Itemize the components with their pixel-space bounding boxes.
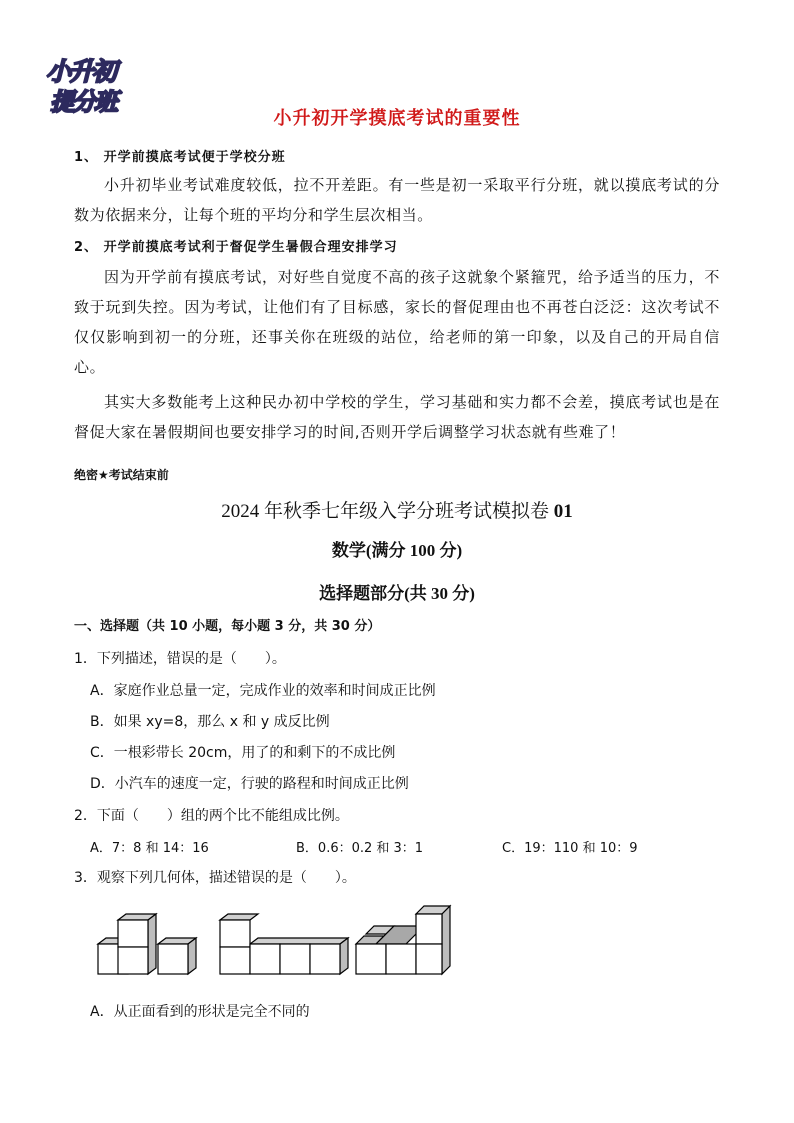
secret-label: 绝密★考试结束前 [74, 468, 169, 482]
figure-shape-2 [218, 912, 352, 976]
part-heading: 一、选择题（共 10 小题，每小题 3 分，共 30 分） [74, 619, 381, 634]
figure-shape-1 [96, 912, 200, 976]
intro-heading-2: 2、 开学前摸底考试利于督促学生暑假合理安排学习 [74, 240, 398, 255]
question-1-option-b: B．如果 xy=8，那么 x 和 y 成反比例 [90, 714, 330, 730]
logo-line-2: 提分班 [50, 88, 116, 116]
intro-paragraph-1: 小升初毕业考试难度较低，拉不开差距。有一些是初一采取平行分班，就以摸底考试的分数为依据来分，让每个班的平均分和学生层次相当。 [74, 176, 720, 224]
figure-shape-3 [354, 902, 454, 976]
intro-title: 小升初开学摸底考试的重要性 [273, 108, 521, 129]
exam-title-text: 2024 年秋季七年级入学分班考试模拟卷 [221, 501, 549, 522]
logo-line-1: 小升初 [46, 57, 116, 86]
question-2-option-a: A．7：8 和 14：16 [90, 841, 209, 856]
question-3-option-a: A．从正面看到的形状是完全不同的 [90, 1004, 310, 1020]
question-2-option-b: B．0.6：0.2 和 3：1 [296, 841, 424, 856]
question-1-option-d: D．小汽车的速度一定，行驶的路程和时间成正比例 [90, 776, 409, 792]
question-1-option-a: A．家庭作业总量一定，完成作业的效率和时间成正比例 [90, 683, 436, 699]
question-3-stem: 3．观察下列几何体，描述错误的是（ ）。 [74, 870, 356, 886]
intro-paragraph-2: 因为开学前有摸底考试，对好些自觉度不高的孩子这就象个紧箍咒，给予适当的压力，不致于玩到失控。因为考试，让他们有了目标感，家长的督促理由也不再苍白泛泛：这次考试不仅仅影响到初一的分班，还事关你在班级的站位，给老师的第一印象，以及自己的开局自信心。 [74, 268, 720, 376]
section-title: 选择题部分(共 30 分) [319, 584, 475, 603]
exam-title [0, 496, 794, 523]
question-1-stem: 1．下列描述，错误的是（ ）。 [74, 651, 286, 667]
intro-heading-1: 1、 开学前摸底考试便于学校分班 [74, 150, 286, 165]
question-1-option-c: C．一根彩带长 20cm，用了的和剩下的不成比例 [90, 745, 396, 761]
exam-subject: 数学(满分 100 分) [331, 541, 463, 560]
intro-paragraph-3: 其实大多数能考上这种民办初中学校的学生，学习基础和实力都不会差，摸底考试也是在督促大家在暑假期间也要安排学习的时间,否则开学后调整学习状态就有些难了！ [74, 393, 720, 441]
question-2-stem: 2．下面（ ）组的两个比不能组成比例。 [74, 808, 349, 824]
question-2-option-c: C．19：110 和 10：9 [502, 841, 638, 856]
exam-title-number: 01 [553, 501, 573, 522]
